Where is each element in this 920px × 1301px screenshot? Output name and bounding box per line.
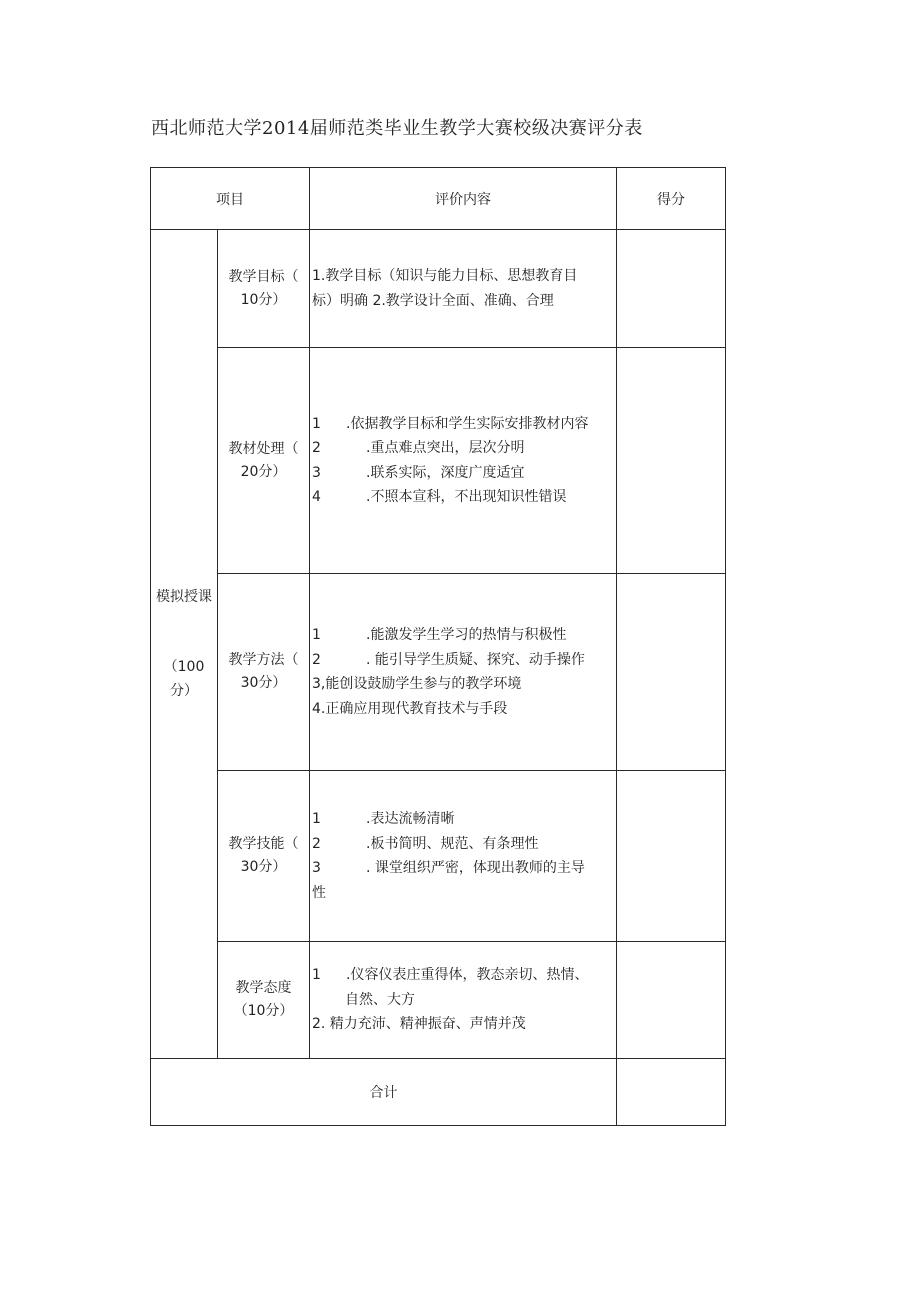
sub-item-label: 教学态度 bbox=[235, 980, 292, 996]
content-goal bbox=[310, 230, 617, 348]
sub-item-points: 20分） bbox=[240, 463, 287, 480]
main-category-points-open: （100 bbox=[163, 659, 205, 675]
table-row-skill bbox=[151, 771, 726, 942]
content-line bbox=[312, 461, 614, 486]
page-title: 西北师范大学2014届师范类毕业生教学大赛校级决赛评分表 bbox=[151, 118, 643, 139]
item-number: 1 bbox=[312, 811, 321, 827]
header-content: 评价内容 bbox=[310, 168, 617, 230]
item-text: .仪容仪表庄重得体，教态亲切、热情、 bbox=[346, 967, 589, 984]
item-number: 2 bbox=[312, 835, 321, 852]
item-text: .不照本宣科，不出现知识性错误 bbox=[366, 489, 567, 505]
item-number: 1 bbox=[312, 627, 321, 643]
score-cell-attitude[interactable] bbox=[617, 942, 726, 1059]
table-row-method bbox=[151, 574, 726, 771]
header-row bbox=[151, 168, 726, 230]
score-cell-skill[interactable] bbox=[617, 771, 726, 942]
table-row-material bbox=[151, 348, 726, 574]
content-line: 性 bbox=[312, 884, 326, 901]
sub-item-points: 30分） bbox=[240, 675, 287, 691]
sub-item-points: 10分） bbox=[240, 291, 287, 308]
total-label: 合计 bbox=[151, 1059, 617, 1126]
content-material bbox=[310, 348, 617, 574]
content-line bbox=[312, 485, 614, 510]
table-row-goal bbox=[151, 230, 726, 348]
score-cell-goal[interactable] bbox=[617, 230, 726, 348]
content-line: 1.教学目标（知识与能力目标、思想教育目 bbox=[312, 268, 578, 284]
content-method bbox=[310, 574, 617, 771]
content-skill bbox=[310, 771, 617, 942]
item-text: . 能引导学生质疑、探究、动手操作 bbox=[366, 651, 585, 668]
item-text: .表达流畅清晰 bbox=[366, 811, 455, 827]
sub-item-goal bbox=[218, 230, 310, 348]
header-score: 得分 bbox=[617, 168, 726, 230]
item-number: 1 bbox=[312, 967, 321, 984]
content-line bbox=[312, 436, 614, 461]
content-line bbox=[312, 963, 614, 988]
item-text: .依据教学目标和学生实际安排教材内容 bbox=[346, 415, 589, 432]
header-item: 项目 bbox=[151, 168, 310, 230]
content-line bbox=[312, 856, 614, 881]
item-text: . 课堂组织严密，体现出教师的主导 bbox=[366, 860, 585, 876]
content-line bbox=[312, 832, 614, 857]
content-line bbox=[312, 412, 614, 437]
content-line bbox=[312, 807, 614, 832]
item-text: .板书简明、规范、有条理性 bbox=[366, 835, 539, 852]
sub-item-label: 教学技能（ bbox=[228, 836, 299, 852]
content-line: 自然、大方 bbox=[345, 991, 415, 1008]
score-cell-method[interactable] bbox=[617, 574, 726, 771]
main-category-name: 模拟授课 bbox=[156, 589, 212, 605]
table-row-total bbox=[151, 1059, 726, 1126]
content-line bbox=[312, 648, 614, 673]
sub-item-skill bbox=[218, 771, 310, 942]
sub-item-label: 教学方法（ bbox=[228, 652, 299, 668]
sub-item-attitude bbox=[218, 942, 310, 1059]
sub-item-label: 教材处理（ bbox=[228, 440, 299, 457]
sub-item-points: （10分） bbox=[233, 1003, 294, 1019]
main-category-points-close: 分） bbox=[170, 683, 198, 699]
item-number: 4 bbox=[312, 489, 321, 505]
item-number: 3 bbox=[312, 860, 321, 876]
score-cell-material[interactable] bbox=[617, 348, 726, 574]
item-number: 1 bbox=[312, 415, 321, 432]
item-number: 2 bbox=[312, 440, 321, 456]
item-text: .重点难点突出，层次分明 bbox=[366, 440, 525, 456]
sub-item-material bbox=[218, 348, 310, 574]
sub-item-points: 30分） bbox=[240, 859, 287, 875]
score-cell-total[interactable] bbox=[617, 1059, 726, 1126]
content-line: 3,能创设鼓励学生参与的教学环境 bbox=[312, 676, 522, 692]
item-text: .能激发学生学习的热情与积极性 bbox=[366, 627, 567, 643]
content-line: 4.正确应用现代教育技术与手段 bbox=[312, 700, 508, 717]
content-line bbox=[312, 623, 614, 648]
sub-item-method bbox=[218, 574, 310, 771]
item-number: 3 bbox=[312, 464, 321, 481]
table-row-attitude bbox=[151, 942, 726, 1059]
content-line: 2. 精力充沛、精神振奋、声情并茂 bbox=[312, 1016, 526, 1033]
item-number: 2 bbox=[312, 651, 321, 668]
sub-item-label: 教学目标（ bbox=[228, 268, 299, 285]
content-line: 标）明确 2.教学设计全面、准确、合理 bbox=[312, 292, 554, 309]
content-attitude bbox=[310, 942, 617, 1059]
item-text: .联系实际，深度广度适宜 bbox=[366, 464, 525, 481]
main-category-cell bbox=[151, 230, 218, 1059]
score-table bbox=[150, 167, 726, 1126]
